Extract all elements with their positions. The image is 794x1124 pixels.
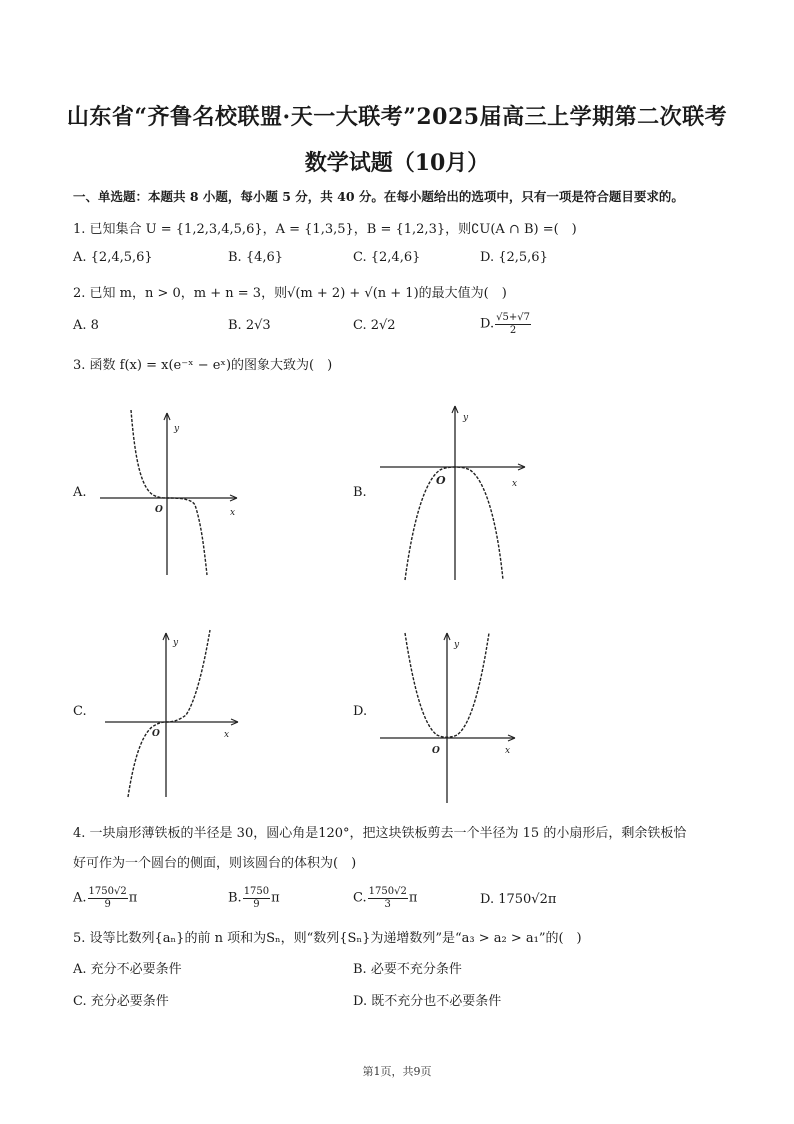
question-3-stem: 3. 函数 f(x) = x(e⁻ˣ − eˣ)的图象大致为( ) [73, 358, 333, 373]
graph-d-x-label: x [505, 746, 511, 756]
question-4-option-c [353, 886, 417, 910]
question-4-option-b-denominator: 9 [253, 898, 260, 910]
question-3-graph-c-label: C. [73, 704, 87, 719]
title-line-1: 山东省“齐鲁名校联盟·天一大联考”2025届高三上学期第二次联考 [66, 104, 728, 130]
question-4-option-c-suffix: π [408, 890, 418, 906]
graph-b-curve [405, 467, 503, 580]
question-3-graph-a [95, 405, 245, 580]
question-2-option-d-prefix: D. [480, 316, 495, 332]
graph-a-y-label: y [174, 424, 180, 434]
title-line-2: 数学试题（10月） [304, 150, 490, 176]
question-3-graph-c [100, 625, 250, 800]
question-5-option-a: A. 充分不必要条件 [73, 962, 182, 977]
question-4-option-c-numerator: 1750√2 [368, 886, 407, 897]
question-4-option-a-prefix: A. [73, 890, 87, 906]
question-4-stem-line-1: 4. 一块扇形薄铁板的半径是 30，圆心角是120°，把这块铁板剪去一个半径为 15 的小扇形后，剩余铁板恰 [73, 826, 687, 841]
graph-d-origin-label: O [432, 746, 440, 756]
question-4-option-c-denominator: 3 [384, 898, 391, 910]
question-4-option-a-suffix: π [128, 890, 138, 906]
graph-a-origin-label: O [155, 505, 163, 515]
question-3-graph-a-label: A. [73, 485, 87, 500]
question-4-option-b-fraction [243, 886, 270, 910]
graph-b-x-label: x [512, 479, 518, 489]
graph-c-y-label: y [173, 638, 179, 648]
question-5-option-d: D. 既不充分也不必要条件 [353, 994, 502, 1009]
question-4-option-a-denominator: 9 [104, 898, 111, 910]
question-4-option-a [73, 886, 137, 910]
question-1-option-a: A. {2,4,5,6} [73, 250, 153, 265]
question-4-option-b-prefix: B. [228, 890, 242, 906]
question-2-option-d [480, 312, 532, 336]
question-1-option-b: B. {4,6} [228, 250, 284, 265]
graph-b-origin-label: O [436, 474, 446, 487]
question-5-stem: 5. 设等比数列{aₙ}的前 n 项和为Sₙ，则“数列{Sₙ}为递增数列”是“a₃ > a₂ > a₁”的( ) [73, 931, 582, 946]
page-footer: 第1页，共9页 [362, 1065, 432, 1078]
question-2-option-a: A. 8 [73, 318, 99, 333]
graph-c-curve [128, 630, 210, 797]
section-heading-single-choice: 一、单选题：本题共 8 小题，每小题 5 分，共 40 分。在每小题给出的选项中，只有一项是符合题目要求的。 [73, 189, 684, 204]
graph-a-x-label: x [230, 508, 236, 518]
question-4-option-b-suffix: π [271, 890, 280, 906]
question-2-option-d-denominator: 2 [509, 324, 517, 336]
question-5-option-b: B. 必要不充分条件 [353, 962, 462, 977]
question-4-option-b-numerator: 1750 [243, 886, 270, 897]
question-1-option-d: D. {2,5,6} [480, 250, 548, 265]
question-2-option-d-fraction [495, 312, 531, 336]
question-3-graph-d-label: D. [353, 704, 368, 719]
question-1-stem: 1. 已知集合 U = {1,2,3,4,5,6}，A = {1,3,5}，B = {1,2,3}，则∁U(A ∩ B) =( ) [73, 222, 577, 237]
graph-c-origin-label: O [152, 729, 160, 739]
question-4-option-a-fraction [88, 886, 128, 910]
question-4-stem-line-2: 好可作为一个圆台的侧面，则该圆台的体积为( ) [73, 856, 357, 871]
question-4-option-c-fraction [368, 886, 408, 910]
question-2-stem: 2. 已知 m，n > 0，m + n = 3，则√(m + 2) + √(n + 1)的最大值为( ) [73, 286, 507, 301]
question-4-option-c-prefix: C. [353, 890, 367, 906]
question-2-option-c: C. 2√2 [353, 318, 396, 333]
question-2-option-d-numerator: √5+√7 [496, 312, 530, 323]
question-4-option-b [228, 886, 280, 910]
question-4-option-a-numerator: 1750√2 [88, 886, 127, 897]
graph-a-curve [131, 410, 207, 575]
graph-d-y-label: y [454, 640, 460, 650]
question-2-option-b: B. 2√3 [228, 318, 271, 333]
question-3-graph-b [375, 400, 535, 585]
question-3-graph-b-label: B. [353, 485, 367, 500]
graph-c-x-label: x [224, 730, 230, 740]
question-3-graph-d [375, 625, 525, 805]
question-4-option-d: D. 1750√2π [480, 892, 557, 907]
graph-b-y-label: y [463, 413, 469, 423]
question-5-option-c: C. 充分必要条件 [73, 994, 169, 1009]
question-1-option-c: C. {2,4,6} [353, 250, 421, 265]
